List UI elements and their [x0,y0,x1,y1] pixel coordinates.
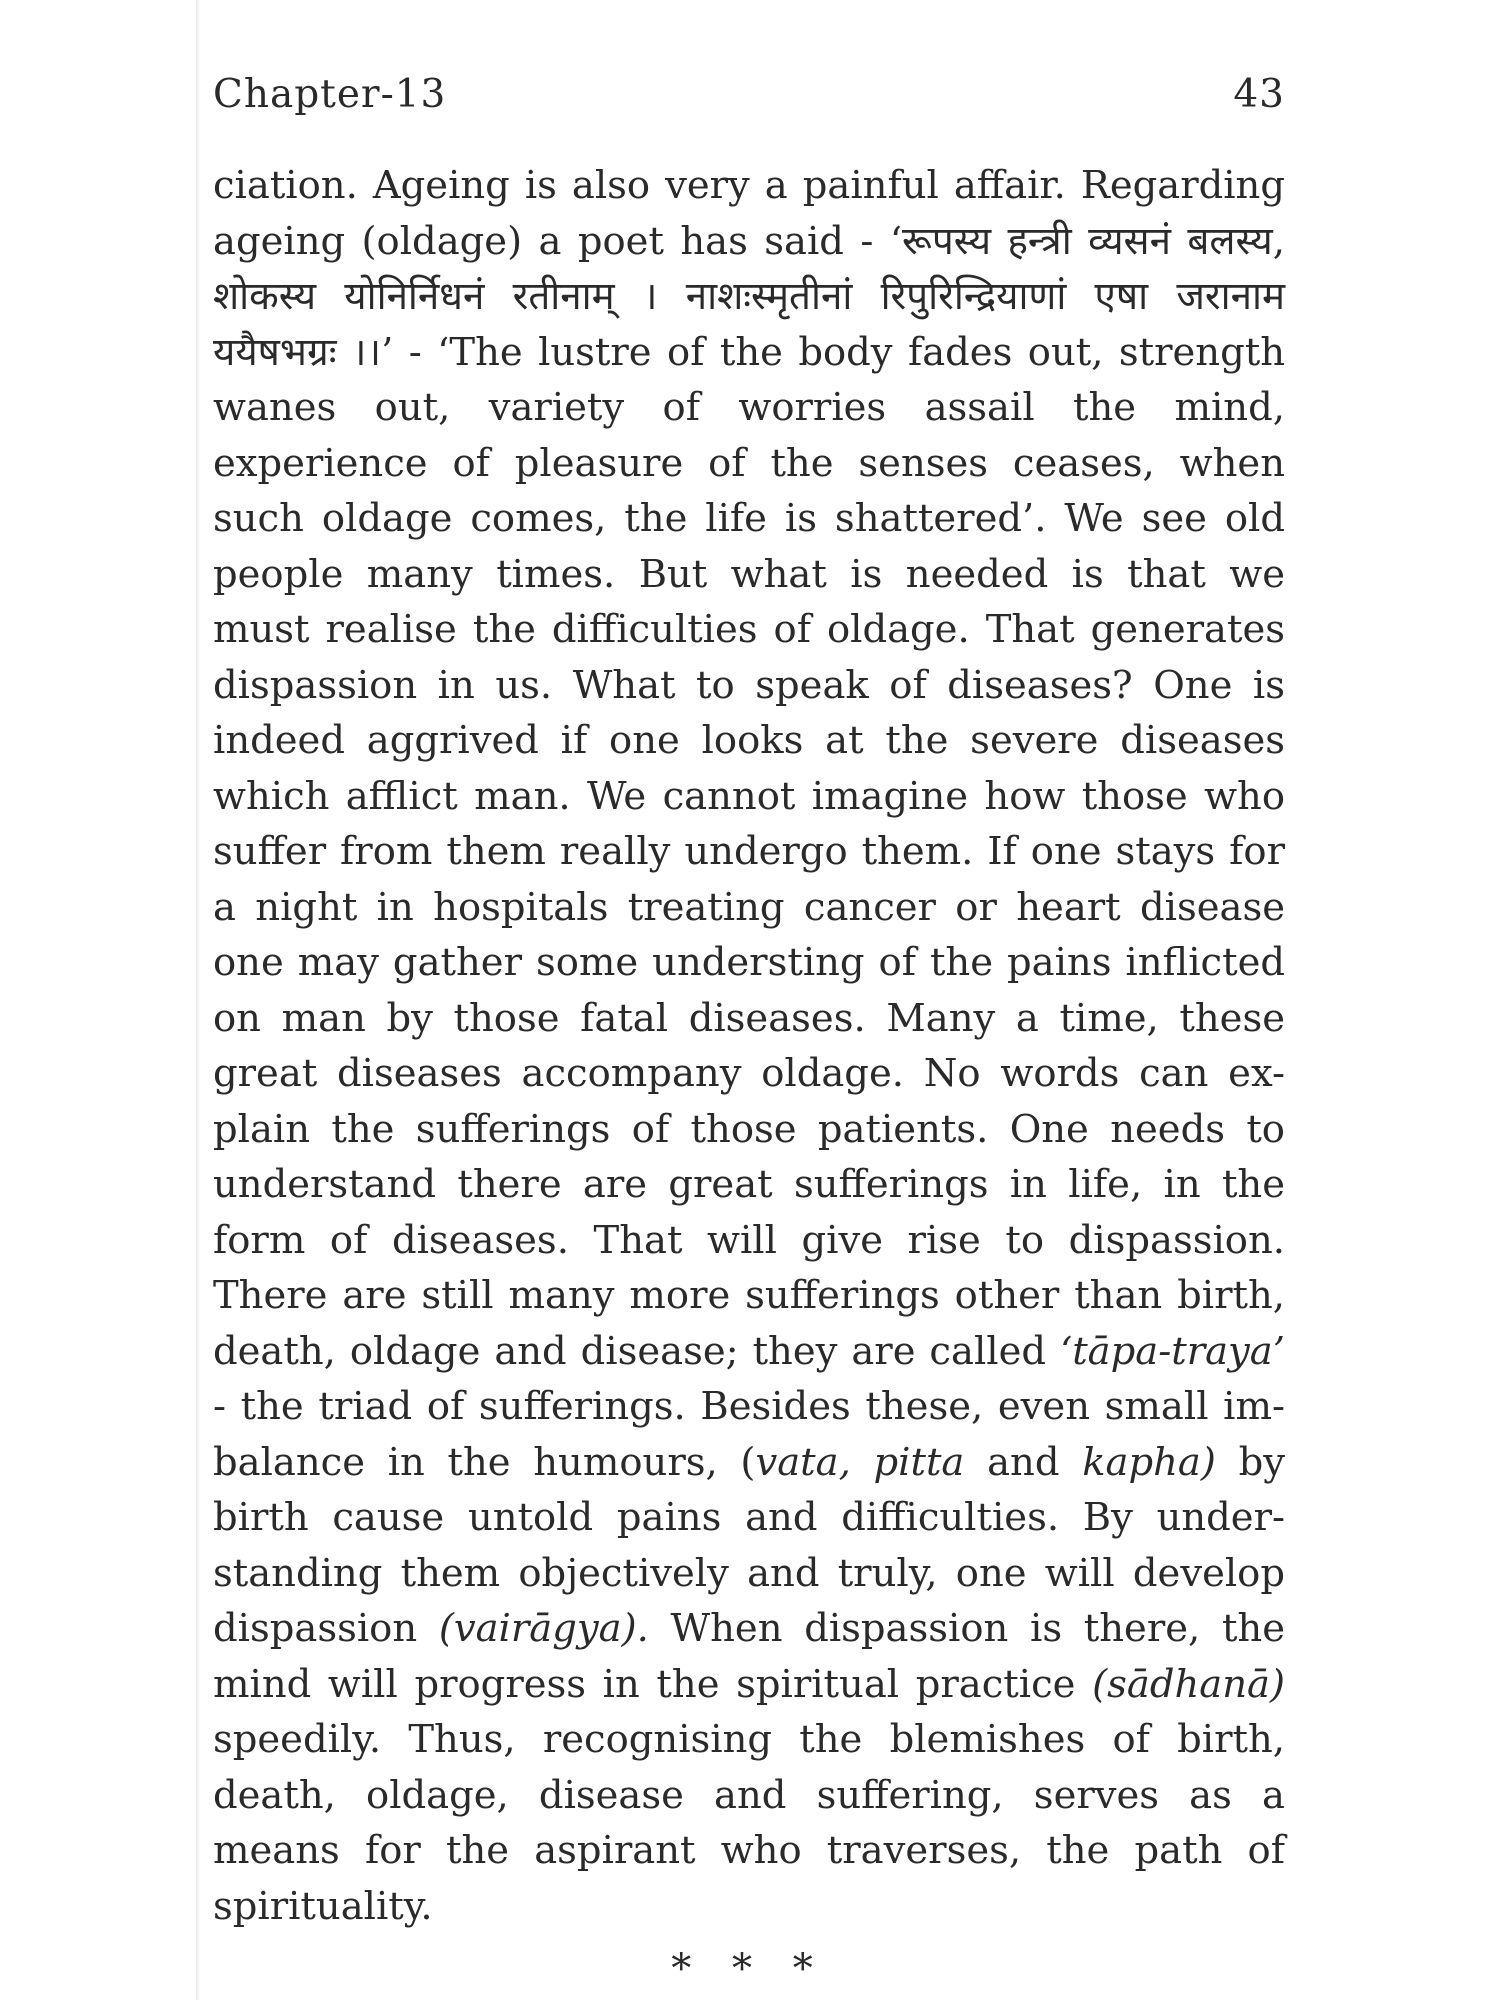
italic-term: vata, pitta [755,1439,965,1485]
text-segment: and [964,1439,1083,1485]
text-segment: by birth cause untold pains and difficulties. By under-standing them objectively and truly, one will develop dispassion [213,1439,1285,1651]
body-paragraph [213,158,1285,1934]
section-end-mark: * * * [671,1946,827,1992]
text-segment: speedily. Thus, recognising the blemishes of birth, death, oldage, disease and suffering, serves as a means for the aspirant who traverses, the path of spirituality. [213,1717,1285,1929]
italic-term: (vairāgya). [438,1606,649,1651]
text-segment: - the triad of sufferings. Besides these, even small im-balance in the humours, ( [213,1384,1285,1485]
italic-term: kapha) [1082,1439,1216,1485]
page-number: 43 [1233,72,1285,117]
text-segment: - ‘The lustre of the body fades out, strength wanes out, variety of worries assail the mind, experience of pleasure of the senses ceases, when such oldage comes, the life is shattered’. We see old people many times. But what is needed is that we must realise the difficulties of oldage. That generates dispassion in us. What to speak of diseases? One is indeed aggrived if one looks at the severe diseases which afflict man. We cannot imagine how those who suffer from them really undergo them. If one stays for a night in hospitals treating cancer or heart disease one may gather some understing of the pains inflicted on man by those fatal diseases. Many a time, these great diseases accompany oldage. No words can ex-plain the sufferings of those patients. One needs to understand there are great sufferings in life, in the form of diseases. That will give rise to dispassion. There are still many more sufferings other than birth, death, oldage and disease; they are called [213,329,1285,1374]
italic-term: ‘tāpa-traya’ [1059,1328,1285,1374]
book-page [213,72,1285,1992]
running-header [213,72,1285,132]
text-segment: When dispassion is there, the mind will progress in the spiritual practice [213,1606,1286,1707]
text-segment: ciation. Ageing is also very a painful affair. Regarding ageing (oldage) a poet has said - [213,163,1285,264]
chapter-title: Chapter-13 [213,72,447,117]
italic-term: (sādhanā) [1092,1661,1285,1707]
page-edge-shadow [196,0,200,2000]
sanskrit-verse: ‘रूपस्य हन्त्री व्यसनं बलस्य, शोकस्य योनिर्निधनं रतीनाम् । नाशःस्मृतीनां रिपुरिन्द्रियाणां एषा जरानाम ययैषभग्रः ।।’ [213,218,1285,375]
